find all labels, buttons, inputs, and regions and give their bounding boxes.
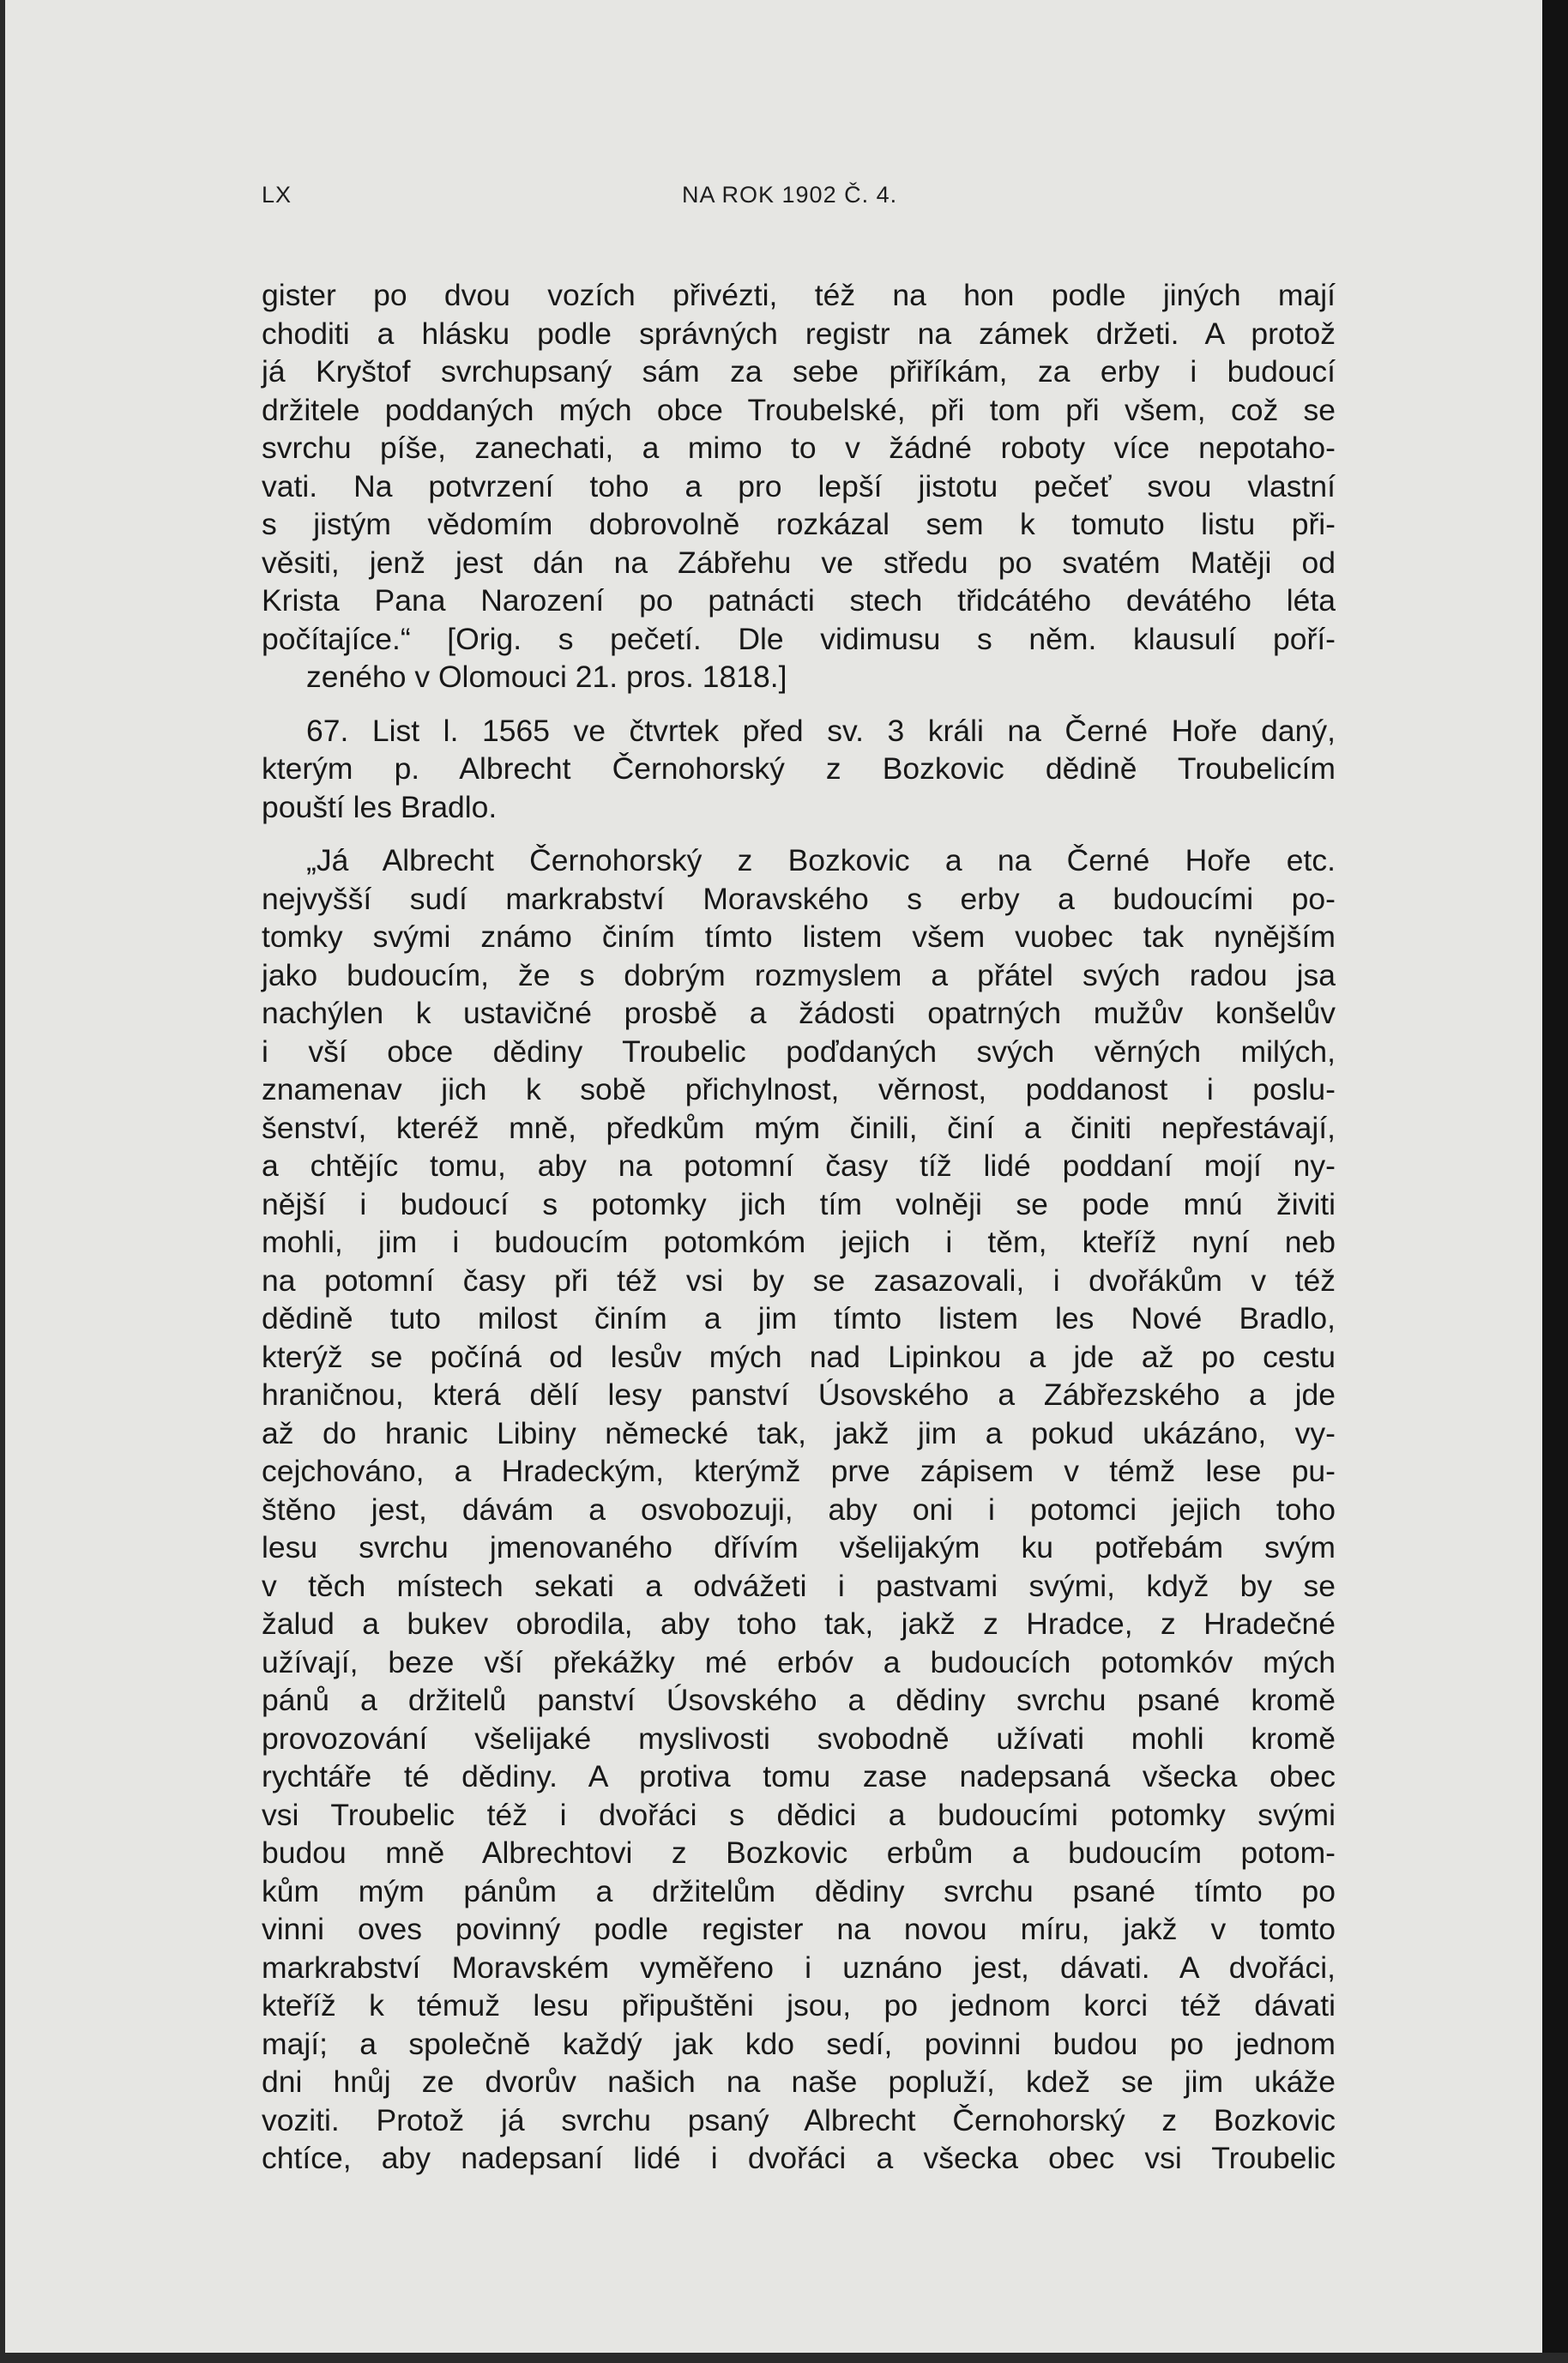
paragraph-continuation (262, 276, 1336, 696)
text-line: v těch místech sekati a odvážeti i pastvami svými, když by se (262, 1568, 1336, 1603)
text-line: nejvyšší sudí markrabství Moravského s erby a budoucími po- (262, 881, 1336, 916)
text-line: dědině tuto milost činím a jim tímto listem les Nové Bradlo, (262, 1301, 1336, 1335)
text-line: žalud a bukev obrodila, aby toho tak, jakž z Hradce, z Hradečné (262, 1606, 1336, 1641)
paragraph-gap (262, 696, 1336, 712)
heading-line: 67. List l. 1565 ve čtvrtek před sv. 3 králi na Černé Hoře daný, (306, 713, 1336, 748)
text-line: gister po dvou vozích přivézti, též na hon podle jiných mají (262, 278, 1336, 312)
heading-line: pouští les Bradlo. (262, 789, 498, 824)
text-line: šenství, kteréž mně, předkům mým činili, činí a činiti nepřestávají, (262, 1110, 1336, 1145)
text-line: nachýlen k ustavičné prosbě a žádosti opatrných mužův konšelův (262, 996, 1336, 1030)
scan-bottom-edge (0, 2353, 1568, 2363)
text-line: zeného v Olomouci 21. pros. 1818.] (306, 660, 787, 694)
text-line: dni hnůj ze dvorův našich na naše popluží, kdež se jim ukáže (262, 2065, 1336, 2099)
text-line: mají; a společně každý jak kdo sedí, povinni budou po jednom (262, 2026, 1336, 2061)
text-line: počítajíce.“ [Orig. s pečetí. Dle vidimusu s něm. klausulí poří- (262, 621, 1336, 656)
text-line: „Já Albrecht Černohorský z Bozkovic a na Černé Hoře etc. (306, 843, 1336, 877)
text-line: markrabství Moravském vyměřeno i uznáno jest, dávati. A dvořáci, (262, 1950, 1336, 1985)
text-line: nější i budoucí s potomky jich tím volněji se pode mnú živiti (262, 1186, 1336, 1221)
text-line: svrchu píše, zanechati, a mimo to v žádné roboty více nepotaho- (262, 431, 1336, 465)
body-text (262, 276, 1336, 2178)
running-head (262, 182, 1325, 216)
text-line: já Kryštof svrchupsaný sám za sebe přiříkám, za erby i budoucí (262, 354, 1336, 389)
text-line: voziti. Protož já svrchu psaný Albrecht Černohorský z Bozkovic (262, 2102, 1336, 2137)
text-line: hraničnou, která dělí lesy panství Úsovského a Zábřezského a jde (262, 1377, 1336, 1412)
text-line: štěno jest, dávám a osvobozuji, aby oni i potomci jejich toho (262, 1492, 1336, 1527)
text-line: s jistým vědomím dobrovolně rozkázal sem k tomuto listu při- (262, 507, 1336, 541)
text-line: užívají, beze vší překážky mé erbóv a budoucích potomkóv mých (262, 1644, 1336, 1679)
running-title: NA ROK 1902 Č. 4. (682, 182, 898, 208)
text-line: a chtějíc tomu, aby na potomní časy tíž lidé poddaní mojí ny- (262, 1148, 1336, 1183)
text-line: vati. Na potvrzení toho a pro lepší jistotu pečeť svou vlastní (262, 468, 1336, 503)
text-line: lesu svrchu jmenovaného dřívím všelijakým ku potřebám svým (262, 1530, 1336, 1564)
text-line: držitele poddaných mých obce Troubelské, při tom při všem, což se (262, 392, 1336, 427)
text-line: chtíce, aby nadepsaní lidé i dvořáci a všecka obec vsi Troubelic (262, 2141, 1336, 2175)
text-line: choditi a hlásku podle správných registr na zámek držeti. A protož (262, 316, 1336, 351)
document-heading (262, 712, 1336, 827)
text-line: pánů a držitelů panství Úsovského a dědiny svrchu psané kromě (262, 1683, 1336, 1717)
text-line: Krista Pana Narození po patnácti stech třidcátého devátého léta (262, 583, 1336, 618)
text-line: věsiti, jenž jest dán na Zábřehu ve středu po svatém Matěji od (262, 545, 1336, 580)
text-line: i vší obce dědiny Troubelic poďdaných svých věrných milých, (262, 1034, 1336, 1069)
text-line: jako budoucím, že s dobrým rozmyslem a přátel svých radou jsa (262, 957, 1336, 992)
text-line: mohli, jim i budoucím potomkóm jejich i těm, kteříž nyní neb (262, 1225, 1336, 1259)
text-line: rychtáře té dědiny. A protiva tomu zase nadepsaná všecka obec (262, 1759, 1336, 1793)
text-line: až do hranic Libiny německé tak, jakž jim a pokud ukázáno, vy- (262, 1415, 1336, 1450)
text-line: kům mým pánům a držitelům dědiny svrchu psané tímto po (262, 1873, 1336, 1908)
paragraph-gap (262, 826, 1336, 841)
page-number: LX (262, 182, 292, 208)
text-line: kterýž se počíná od lesův mých nad Lipinkou a jde až po cestu (262, 1339, 1336, 1374)
charter-text (262, 841, 1336, 2178)
scan-right-edge (1542, 0, 1568, 2363)
text-line: budou mně Albrechtovi z Bozkovic erbům a budoucím potom- (262, 1836, 1336, 1870)
text-line: vsi Troubelic též i dvořáci s dědici a budoucími potomky svými (262, 1797, 1336, 1832)
text-line: cejchováno, a Hradeckým, kterýmž prve zápisem v témž lese pu- (262, 1454, 1336, 1488)
text-line: na potomní časy při též vsi by se zasazovali, i dvořákům v též (262, 1263, 1336, 1298)
heading-line: kterým p. Albrecht Černohorský z Bozkovic dědině Troubelicím (262, 751, 1336, 786)
text-line: provozování všelijaké myslivosti svobodně užívati mohli kromě (262, 1721, 1336, 1756)
text-line: znamenav jich k sobě přichylnost, věrnost, poddanost i poslu- (262, 1072, 1336, 1106)
text-line: tomky svými známo činím tímto listem všem vuobec tak nynějším (262, 919, 1336, 954)
text-line: vinni oves povinný podle register na novou míru, jakž v tomto (262, 1912, 1336, 1946)
text-line: kteříž k témuž lesu připuštěni jsou, po jednom korci též dávati (262, 1988, 1336, 2022)
